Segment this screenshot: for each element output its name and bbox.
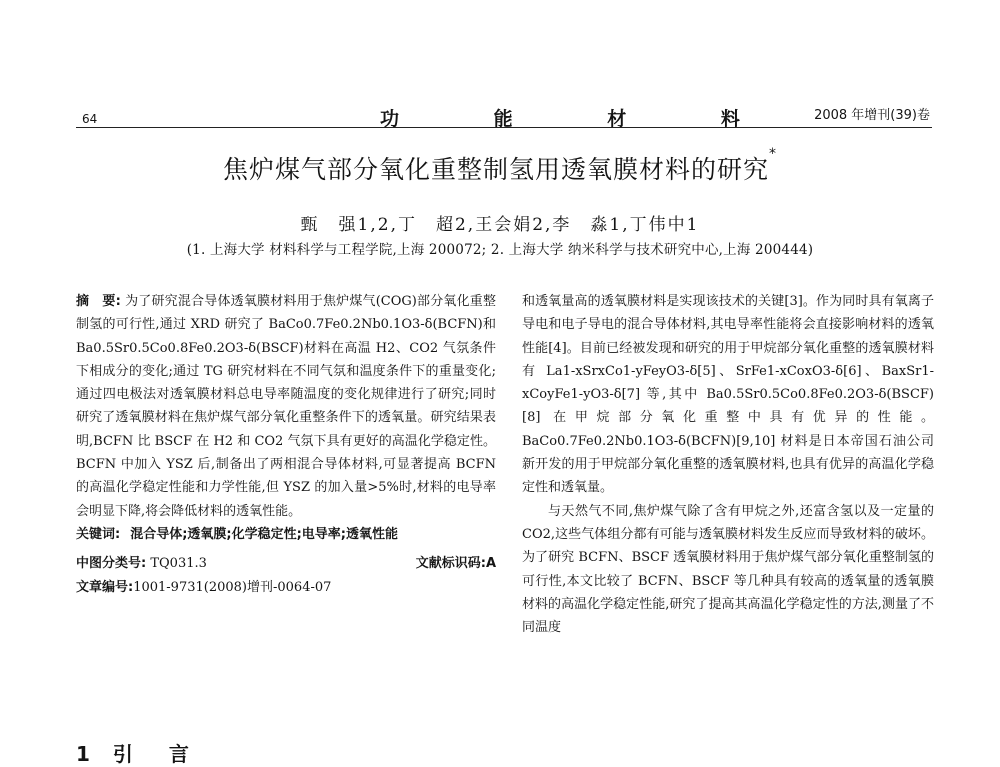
affiliations: (1. 上海大学 材料科学与工程学院,上海 200072; 2. 上海大学 纳米科学与技术研究中心,上海 200444) xyxy=(186,242,814,258)
page-number: 64 xyxy=(82,112,98,126)
classification-row xyxy=(76,552,496,575)
header-rule xyxy=(76,127,932,128)
left-column xyxy=(76,290,496,599)
doc-code-value: A xyxy=(485,556,496,572)
article-title xyxy=(0,146,1000,186)
keywords-label: 关键词: xyxy=(76,526,121,542)
title-footnote-mark: * xyxy=(769,146,777,162)
article-no-label: 文章编号: xyxy=(76,579,134,595)
clc-code xyxy=(76,552,207,575)
issue-info: 2008 年增刊(39)卷 xyxy=(814,108,930,123)
article-number xyxy=(76,576,496,599)
doc-code-label: 文献标识码: xyxy=(415,556,486,572)
document-code xyxy=(416,552,496,575)
clc-value: TQ031.3 xyxy=(150,556,207,572)
section-title: 引 言 xyxy=(112,742,197,766)
section-number: 1 xyxy=(76,742,98,766)
section-heading xyxy=(76,738,197,767)
abstract xyxy=(76,290,496,523)
abstract-label: 摘 要: xyxy=(76,294,121,309)
article-title-text: 焦炉煤气部分氧化重整制氢用透氧膜材料的研究 xyxy=(222,155,769,184)
author-list: 甄 强1,2,丁 超2,王会娟2,李 淼1,丁伟中1 xyxy=(300,215,700,235)
body-paragraph-2: 与天然气不同,焦炉煤气除了含有甲烷之外,还富含氢以及一定量的 CO2,这些气体组分都有可能与透氧膜材料发生反应而导致材料的破坏。为了研究 BCFN、BSCF 透氧膜材料用于焦炉煤气部分氧化重整制氢的可行性,本文比较了 BCFN、BSCF 等几种具有较高的透氧量的透氧膜材料的高温化学稳定性能,研究了提高其高温化学稳定性的方法,测量了不同温度 xyxy=(522,503,934,636)
journal-name: 功 能 材 料 xyxy=(380,108,784,130)
abstract-text: 为了研究混合导体透氧膜材料用于焦炉煤气(COG)部分氧化重整制氢的可行性,通过 XRD 研究了 BaCo0.7Fe0.2Nb0.1O3-δ(BCFN)和 Ba0.5Sr0.5Co0.8Fe0.2O3-δ(BSCF)材料在高温 H2、CO2 气氛条件下相成分的变化;通过 TG 研究材料在不同气氛和温度条件下的重量变化;通过四电极法对透氧膜材料总电导率随温度的变化规律进行了研究;同时研究了透氧膜材料在焦炉煤气部分氧化重整条件下的透氧量。研究结果表明,BCFN 比 BSCF 在 H2 和 CO2 气氛下具有更好的高温化学稳定性。BCFN 中加入 YSZ 后,制备出了两相混合导体材料,可显著提高 BCFN 的高温化学稳定性能和力学性能,但 YSZ 的加入量>5%时,材料的电导率会明显下降,将会降低材料的透氧性能。 xyxy=(76,294,496,519)
clc-label: 中图分类号: xyxy=(76,556,147,572)
keywords xyxy=(76,523,496,546)
body-paragraph-1: 和透氧量高的透氧膜材料是实现该技术的关键[3]。作为同时具有氧离子导电和电子导电的混合导体材料,其电导率性能将会直接影响材料的透氧性能[4]。目前已经被发现和研究的用于甲烷部分氧化重整的透氧膜材料有 La1-xSrxCo1-yFeyO3-δ[5]、SrFe1-xCoxO3-δ[6]、BaxSr1-xCoyFe1-yO3-δ[7] 等,其中 Ba0.5Sr0.5Co0.8Fe0.2O3-δ(BSCF)[8] 在甲烷部分氧化重整中具有优异的性能。BaCo0.7Fe0.2Nb0.1O3-δ(BCFN)[9,10] 材料是日本帝国石油公司新开发的用于甲烷部分氧化重整的透氧膜材料,也具有优异的高温化学稳定性和透氧量。 xyxy=(522,294,934,496)
article-no-value: 1001-9731(2008)增刊-0064-07 xyxy=(133,579,332,595)
keywords-text: 混合导体;透氧膜;化学稳定性;电导率;透氧性能 xyxy=(130,526,398,542)
right-column xyxy=(522,290,934,639)
